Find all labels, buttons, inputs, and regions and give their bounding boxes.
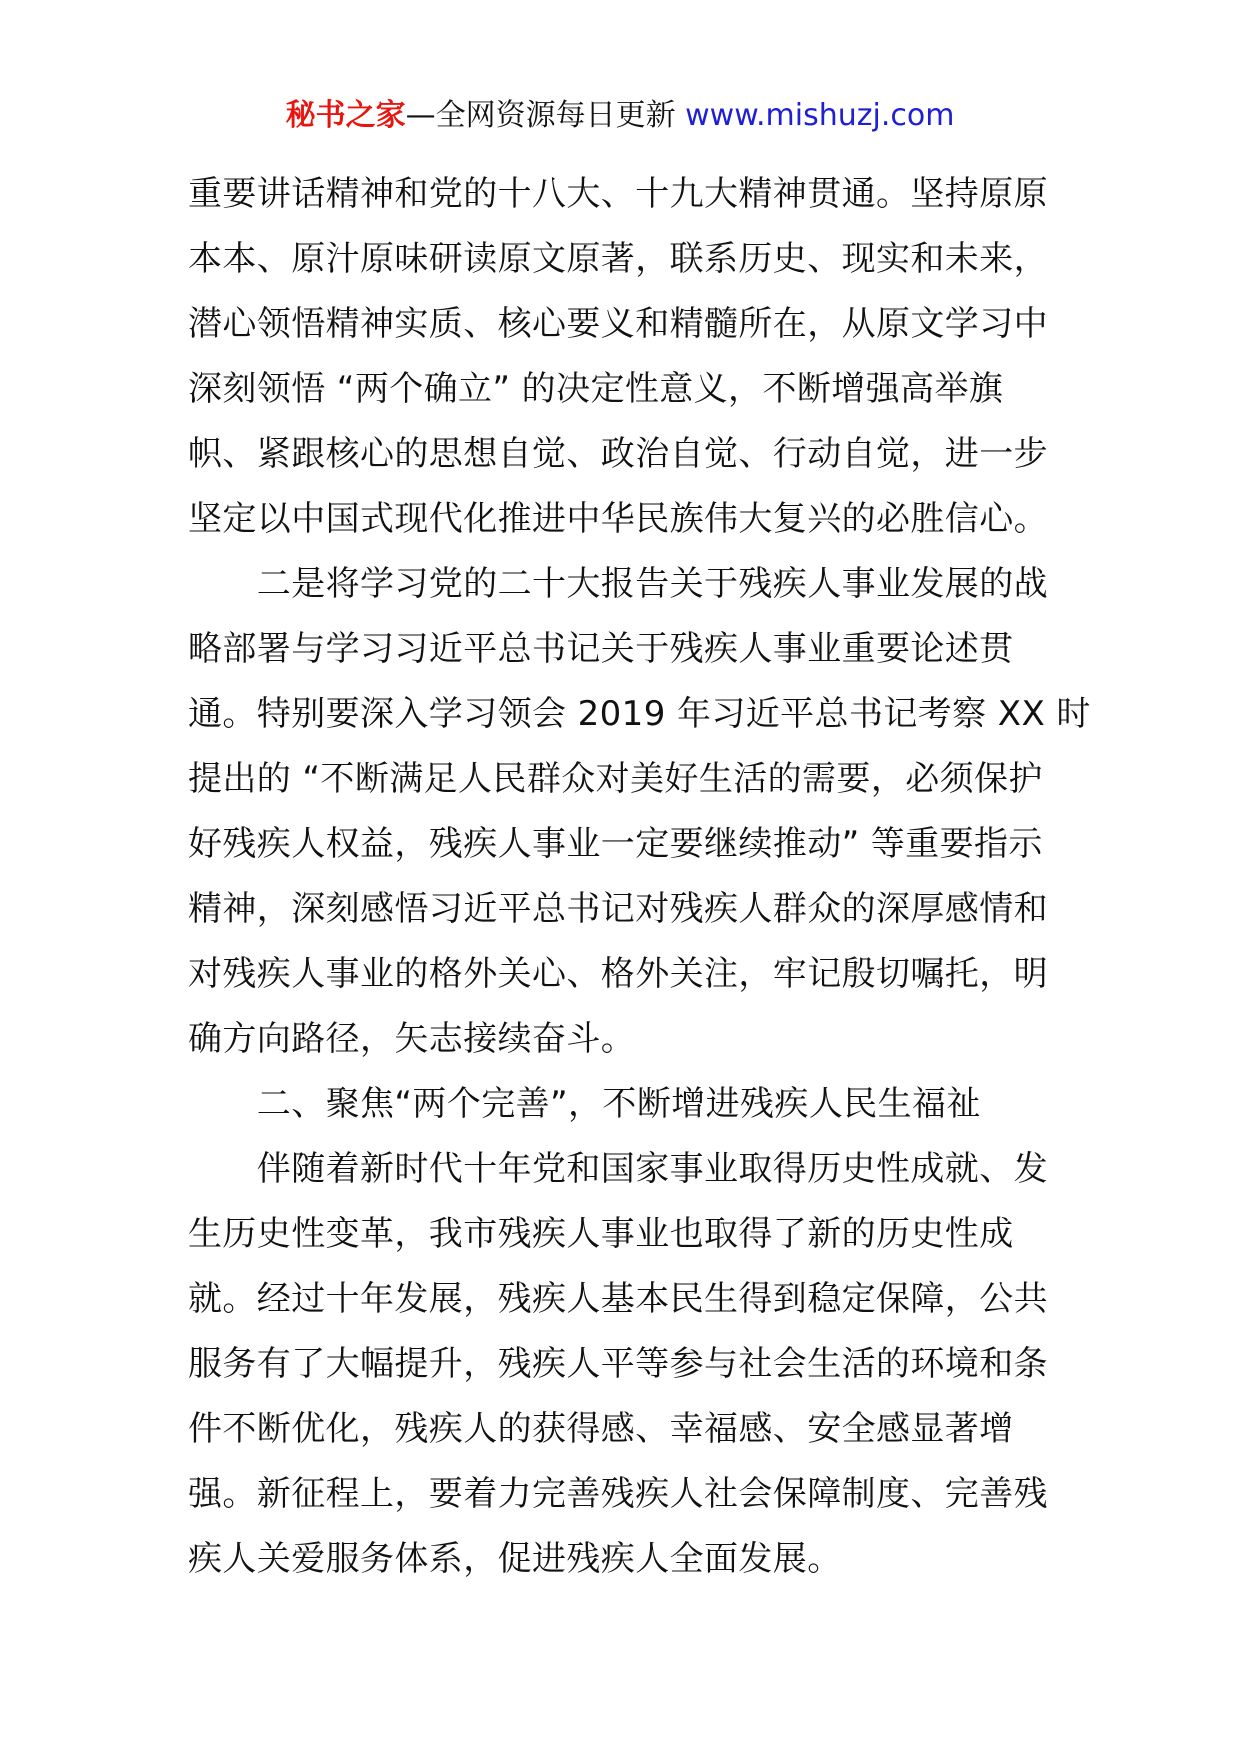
text-line: 提出的 “不断满足人民群众对美好生活的需要，必须保护 — [188, 759, 1043, 799]
text-line: 坚定以中国式现代化推进中华民族伟大复兴的必胜信心。 — [188, 499, 1048, 539]
text-line: 通。特别要深入学习领会 2019 年习近平总书记考察 XX 时 — [188, 694, 1091, 734]
text-line: 潜心领悟精神实质、核心要义和精髓所在，从原文学习中 — [188, 304, 1048, 344]
document-body — [188, 162, 1091, 1592]
text-line: 服务有了大幅提升，残疾人平等参与社会生活的环境和条 — [188, 1344, 1048, 1384]
text-line: 精神，深刻感悟习近平总书记对残疾人群众的深厚感情和 — [188, 889, 1048, 929]
text-line: 疾人关爱服务体系，促进残疾人全面发展。 — [188, 1539, 842, 1579]
site-header — [0, 96, 1240, 136]
text-line: 重要讲话精神和党的十八大、十九大精神贯通。坚持原原 — [188, 174, 1048, 214]
site-url-link[interactable]: www.mishuzj.com — [685, 98, 955, 133]
text-line: 对残疾人事业的格外关心、格外关注，牢记殷切嘱托，明 — [188, 954, 1048, 994]
text-line: 伴随着新时代十年党和国家事业取得历史性成就、发 — [188, 1149, 1048, 1189]
text-line: 二是将学习党的二十大报告关于残疾人事业发展的战 — [188, 564, 1048, 604]
text-line: 生历史性变革，我市残疾人事业也取得了新的历史性成 — [188, 1214, 1014, 1254]
text-line: 件不断优化，残疾人的获得感、幸福感、安全感显著增 — [188, 1409, 1014, 1449]
header-tagline: —全网资源每日更新 — [405, 98, 686, 133]
text-line: 就。经过十年发展，残疾人基本民生得到稳定保障，公共 — [188, 1279, 1048, 1319]
text-line: 帜、紧跟核心的思想自觉、政治自觉、行动自觉，进一步 — [188, 434, 1048, 474]
brand-name: 秘书之家 — [285, 98, 406, 133]
text-line: 好残疾人权益，残疾人事业一定要继续推动” 等重要指示 — [188, 824, 1043, 864]
text-line: 强。新征程上，要着力完善残疾人社会保障制度、完善残 — [188, 1474, 1048, 1514]
text-line: 确方向路径，矢志接续奋斗。 — [188, 1019, 636, 1059]
text-line: 略部署与学习习近平总书记关于残疾人事业重要论述贯 — [188, 629, 1014, 669]
text-line: 本本、原汁原味研读原文原著，联系历史、现实和未来， — [188, 239, 1048, 279]
text-line: 深刻领悟 “两个确立” 的决定性意义，不断增强高举旗 — [188, 369, 1004, 409]
section-heading: 二、聚焦“两个完善”，不断增进残疾人民生福祉 — [188, 1084, 981, 1124]
